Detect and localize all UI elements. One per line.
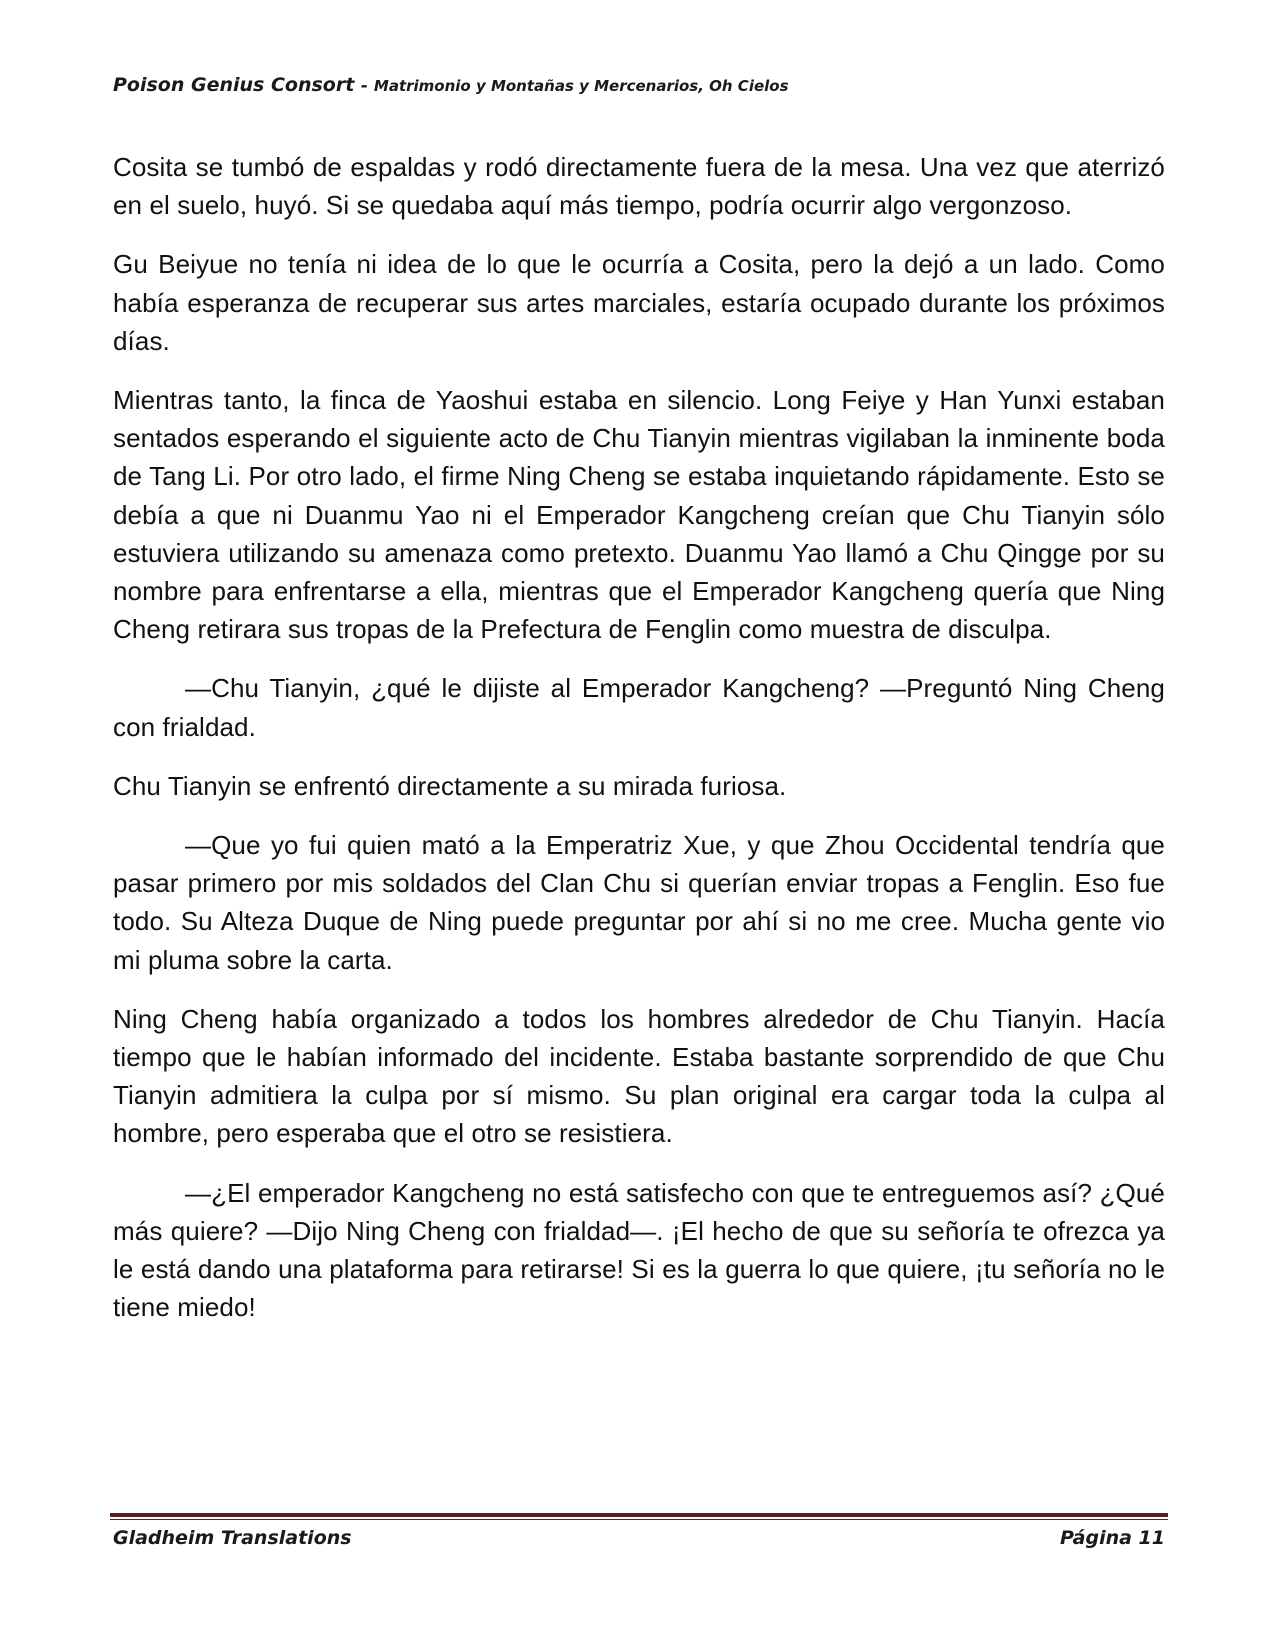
dialogue-paragraph: —¿El emperador Kangcheng no está satisfecho con que te entreguemos así? ¿Qué más quiere? —Dijo Ning Cheng con frialdad—. ¡El hecho de que su señoría te ofrezca ya le está dando una plataforma para retirarse! Si es la guerra lo que quiere, ¡tu señoría no le tiene miedo! xyxy=(113,1177,1165,1323)
paragraph: Chu Tianyin se enfrentó directamente a su mirada furiosa. xyxy=(113,770,787,801)
paragraph: Gu Beiyue no tenía ni idea de lo que le ocurría a Cosita, pero la dejó a un lado. Como había esperanza de recuperar sus artes marciales, estaría ocupado durante los próximos días. xyxy=(113,249,1165,356)
body-text xyxy=(113,148,1165,1347)
footer-publisher: Gladheim Translations xyxy=(113,1527,352,1549)
chapter-title: Matrimonio y Montañas y Mercenarios, Oh Cielos xyxy=(373,77,789,95)
page-number: Página 11 xyxy=(1059,1527,1165,1549)
paragraph: Mientras tanto, la finca de Yaoshui estaba en silencio. Long Feiye y Han Yunxi estaban sentados esperando el siguiente acto de Chu Tianyin mientras vigilaban la inminente boda de Tang Li. Por otro lado, el firme Ning Cheng se estaba inquietando rápidamente. Esto se debía a que ni Duanmu Yao ni el Emperador Kangcheng creían que Chu Tianyin sólo estuviera utilizando su amenaza como pretexto. Duanmu Yao llamó a Chu Qingge por su nombre para enfrentarse a ella, mientras que el Emperador Kangcheng quería que Ning Cheng retirara sus tropas de la Prefectura de Fenglin como muestra de disculpa. xyxy=(113,385,1165,645)
header-separator: - xyxy=(360,76,374,96)
series-title: Poison Genius Consort xyxy=(113,74,361,96)
dialogue-paragraph: —Chu Tianyin, ¿qué le dijiste al Emperador Kangcheng? —Preguntó Ning Cheng con frialdad. xyxy=(113,673,1165,742)
paragraph: Ning Cheng había organizado a todos los hombres alrededor de Chu Tianyin. Hacía tiempo que le habían informado del incidente. Estaba bastante sorprendido de que Chu Tianyin admitiera la culpa por sí mismo. Su plan original era cargar toda la culpa al hombre, pero esperaba que el otro se resistiera. xyxy=(113,1003,1165,1149)
dialogue-paragraph: —Que yo fui quien mató a la Emperatriz Xue, y que Zhou Occidental tendría que pasar primero por mis soldados del Clan Chu si querían enviar tropas a Fenglin. Eso fue todo. Su Alteza Duque de Ning puede preguntar por ahí si no me cree. Mucha gente vio mi pluma sobre la carta. xyxy=(113,830,1165,975)
page-header xyxy=(113,74,789,96)
footer-rule xyxy=(110,1513,1168,1520)
paragraph: Cosita se tumbó de espaldas y rodó directamente fuera de la mesa. Una vez que aterrizó en el suelo, huyó. Si se quedaba aquí más tiempo, podría ocurrir algo vergonzoso. xyxy=(113,152,1165,221)
